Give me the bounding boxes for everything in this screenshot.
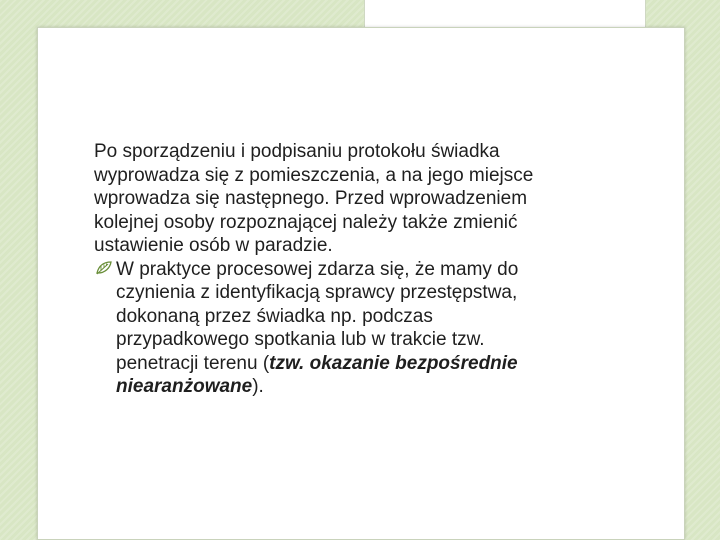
leaf-bullet-icon (96, 261, 112, 275)
bullet-item (94, 258, 614, 399)
bullet-emphasis-text: tzw. okazanie bezpośrednie niearanżowane (116, 352, 518, 397)
intro-paragraph: Po sporządzeniu i podpisaniu protokołu świadka wyprowadza się z pomieszczenia, a na jego miejsce wprowadza się następnego. Przed wprowadzeniem kolejnej osoby rozpoznającej należy także zmienić ustawienie osób w paradzie. (94, 141, 534, 256)
bullet-text (116, 258, 614, 399)
bullet-closing-text: ). (252, 376, 264, 397)
slide-content (94, 140, 614, 399)
bullet-main-text: W praktyce procesowej zdarza się, że mamy do czynienia z identyfikacją sprawcy przestępstwa, dokonaną przez świadka np. podczas przypadkowego spotkania lub w trakcie tzw. penetracji terenu ( (116, 258, 519, 374)
